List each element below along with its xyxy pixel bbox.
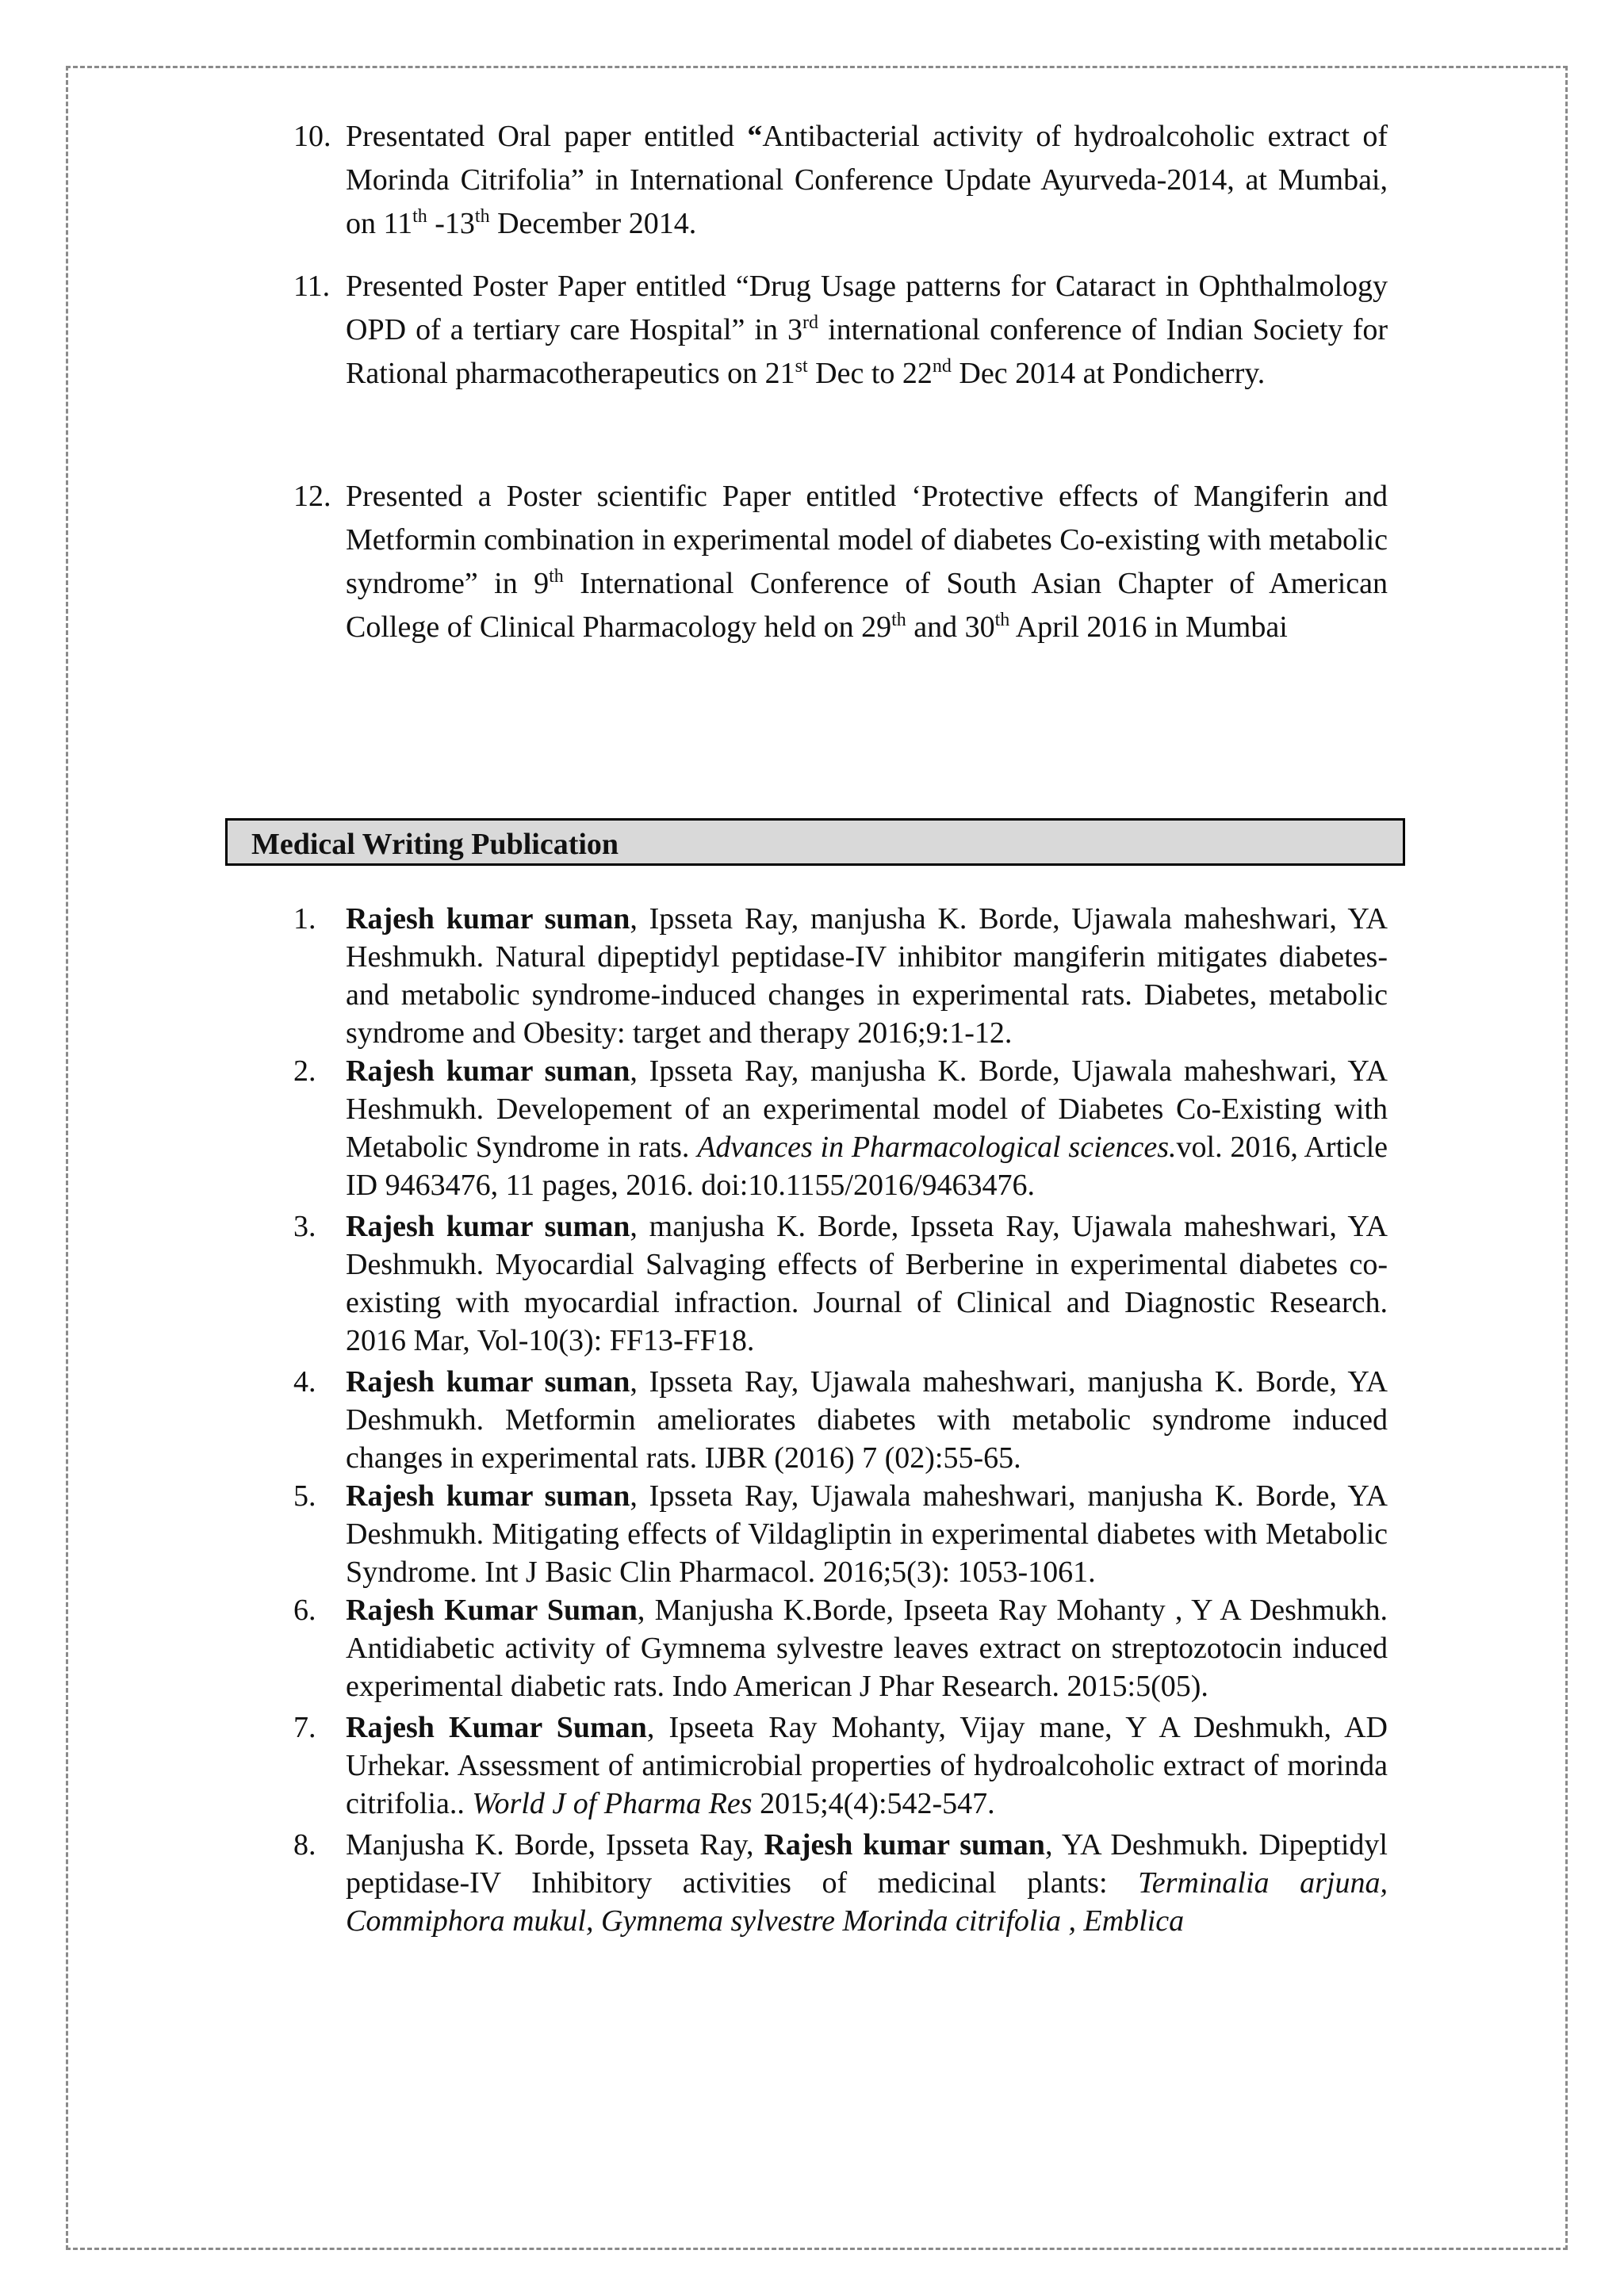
publication-item — [293, 1052, 1388, 1204]
superscript: th — [994, 610, 1010, 630]
text-run: April 2016 in Mumbai — [1009, 610, 1288, 644]
superscript: rd — [802, 312, 819, 333]
presentation-item-number: 12. — [293, 480, 331, 513]
text-run: Presented Poster Paper entitled “Drug Usage patterns for Cataract in Ophthalmology OPD of a tertiary care Hospital” in 3 — [346, 270, 1388, 346]
text-run: Antibacterial activity of hydroalcoholic extract of Morinda Citrifolia” in International Conference Update Ayurveda-2014, at Mumbai, on 11 — [346, 120, 1388, 240]
text-run: Dec 2014 at Pondicherry. — [951, 357, 1266, 390]
presentation-item — [293, 115, 1388, 246]
publication-item-text — [346, 1210, 1388, 1357]
publication-item-number: 7. — [293, 1711, 316, 1744]
publication-item-text — [346, 902, 1388, 1050]
author-name: Rajesh kumar suman — [764, 1828, 1045, 1862]
text-run: , Manjusha K.Borde, Ipseeta Ray Mohanty , Y A Deshmukh. Antidiabetic activity of Gymnema sylvestre leaves extract on streptozotocin induced experimental diabetic rats. Indo American J Phar Research. 2015:5(05). — [346, 1594, 1388, 1703]
superscript: th — [549, 566, 564, 587]
author-name: Rajesh Kumar Suman — [346, 1594, 638, 1627]
publication-item-text — [346, 1711, 1388, 1820]
text-run: , Ipsseta Ray, Ujawala maheshwari, manjusha K. Borde, YA Deshmukh. Metformin ameliorates diabetes with metabolic syndrome induced changes in experimental rats. IJBR (2016) 7 (02):55-65. — [346, 1365, 1388, 1475]
text-run: and 30 — [906, 610, 995, 644]
publication-item-text — [346, 1365, 1388, 1475]
italic-text: Terminalia arjuna, Commiphora mukul, Gymnema sylvestre Morinda citrifolia , Emblica — [346, 1866, 1388, 1938]
text-run: , Ipsseta Ray, Ujawala maheshwari, manjusha K. Borde, YA Deshmukh. Mitigating effects of Vildagliptin in experimental diabetes with Metabolic Syndrome. Int J Basic Clin Pharmacol. 2016;5(3): 1053-1061. — [346, 1479, 1388, 1589]
presentation-item-number: 11. — [293, 270, 331, 303]
superscript: st — [795, 356, 808, 377]
publication-item-number: 6. — [293, 1594, 316, 1627]
text-run: Manjusha K. Borde, Ipsseta Ray, — [346, 1828, 764, 1862]
presentation-item-text — [346, 270, 1388, 390]
publication-item — [293, 1591, 1388, 1705]
publication-item — [293, 1477, 1388, 1591]
publication-item-text — [346, 1594, 1388, 1703]
publication-item-number: 1. — [293, 902, 316, 936]
presentation-item — [293, 475, 1388, 649]
italic-text: World J of Pharma Res — [472, 1787, 753, 1820]
publication-item — [293, 1826, 1388, 1940]
text-run: , Ipsseta Ray, manjusha K. Borde, Ujawala maheshwari, YA Heshmukh. Developement of an experimental model of Diabetes Co-Existing with Metabolic Syndrome in rats. — [346, 1054, 1388, 1164]
publication-item-number: 2. — [293, 1054, 316, 1088]
superscript: th — [474, 206, 490, 227]
publications-list — [293, 900, 1388, 1940]
author-name: Rajesh kumar suman — [346, 902, 630, 936]
text-run: , Ipseeta Ray Mohanty, Vijay mane, Y A Deshmukh, AD Urhekar. Assessment of antimicrobial properties of hydroalcoholic extract of morinda citrifolia.. — [346, 1711, 1388, 1820]
superscript: th — [891, 610, 906, 630]
text-run: International Conference of South Asian Chapter of American College of Clinical Pharmacology held on 29 — [346, 567, 1388, 644]
text-run: vol. 2016, Article ID 9463476, 11 pages, 2016. doi:10.1155/2016/9463476. — [346, 1131, 1388, 1202]
author-name: Rajesh kumar suman — [346, 1054, 630, 1088]
publication-item-text — [346, 1828, 1388, 1938]
publication-item-text — [346, 1054, 1388, 1202]
presentation-item-text — [346, 120, 1388, 240]
publication-item-text — [346, 1479, 1388, 1589]
text-run: , YA Deshmukh. Dipeptidyl peptidase-IV Inhibitory activities of medicinal plants: — [346, 1828, 1388, 1900]
publication-item — [293, 1709, 1388, 1823]
presentation-item — [293, 265, 1388, 396]
publication-item-number: 3. — [293, 1210, 316, 1243]
text-run: Presented a Poster scientific Paper entitled ‘Protective effects of Mangiferin and Metformin combination in experimental model of diabetes Co-existing with metabolic syndrome” in 9 — [346, 480, 1388, 600]
presentation-item-text — [346, 480, 1388, 644]
superscript: th — [412, 206, 427, 227]
text-run: -13 — [427, 207, 475, 240]
publication-item-number: 4. — [293, 1365, 316, 1399]
text-run: December 2014. — [489, 207, 697, 240]
text-run: Presentated Oral paper entitled — [346, 120, 748, 153]
presentations-list-container — [293, 115, 1388, 649]
publication-item-number: 8. — [293, 1828, 316, 1862]
text-run: 2015;4(4):542-547. — [752, 1787, 995, 1820]
publications-list-container — [293, 900, 1388, 1940]
author-name: Rajesh kumar suman — [346, 1365, 630, 1399]
publication-item — [293, 1207, 1388, 1360]
author-name: “ — [747, 120, 763, 153]
italic-text: Advances in Pharmacological sciences. — [697, 1131, 1177, 1164]
author-name: Rajesh kumar suman — [346, 1479, 630, 1513]
presentations-list — [293, 115, 1388, 649]
author-name: Rajesh Kumar Suman — [346, 1711, 647, 1744]
author-name: Rajesh kumar suman — [346, 1210, 630, 1243]
presentation-item-number: 10. — [293, 120, 331, 153]
publication-item — [293, 1363, 1388, 1477]
text-run: , Ipsseta Ray, manjusha K. Borde, Ujawala maheshwari, YA Heshmukh. Natural dipeptidyl peptidase-IV inhibitor mangiferin mitigates diabetes- and metabolic syndrome-induced changes in experimental rats. Diabetes, metabolic syndrome and Obesity: target and therapy 2016;9:1-12. — [346, 902, 1388, 1050]
superscript: nd — [932, 356, 952, 377]
publication-item-number: 5. — [293, 1479, 316, 1513]
publication-item — [293, 900, 1388, 1052]
section-title: Medical Writing Publication — [251, 828, 619, 861]
text-run: , manjusha K. Borde, Ipsseta Ray, Ujawala maheshwari, YA Deshmukh. Myocardial Salvaging effects of Berberine in experimental diabetes co-existing with myocardial infraction. Journal of Clinical and Diagnostic Research. 2016 Mar, Vol-10(3): FF13-FF18. — [346, 1210, 1388, 1357]
text-run: Dec to 22 — [807, 357, 933, 390]
section-header — [225, 818, 1405, 866]
text-run: international conference of Indian Society for Rational pharmacotherapeutics on 21 — [346, 313, 1388, 390]
